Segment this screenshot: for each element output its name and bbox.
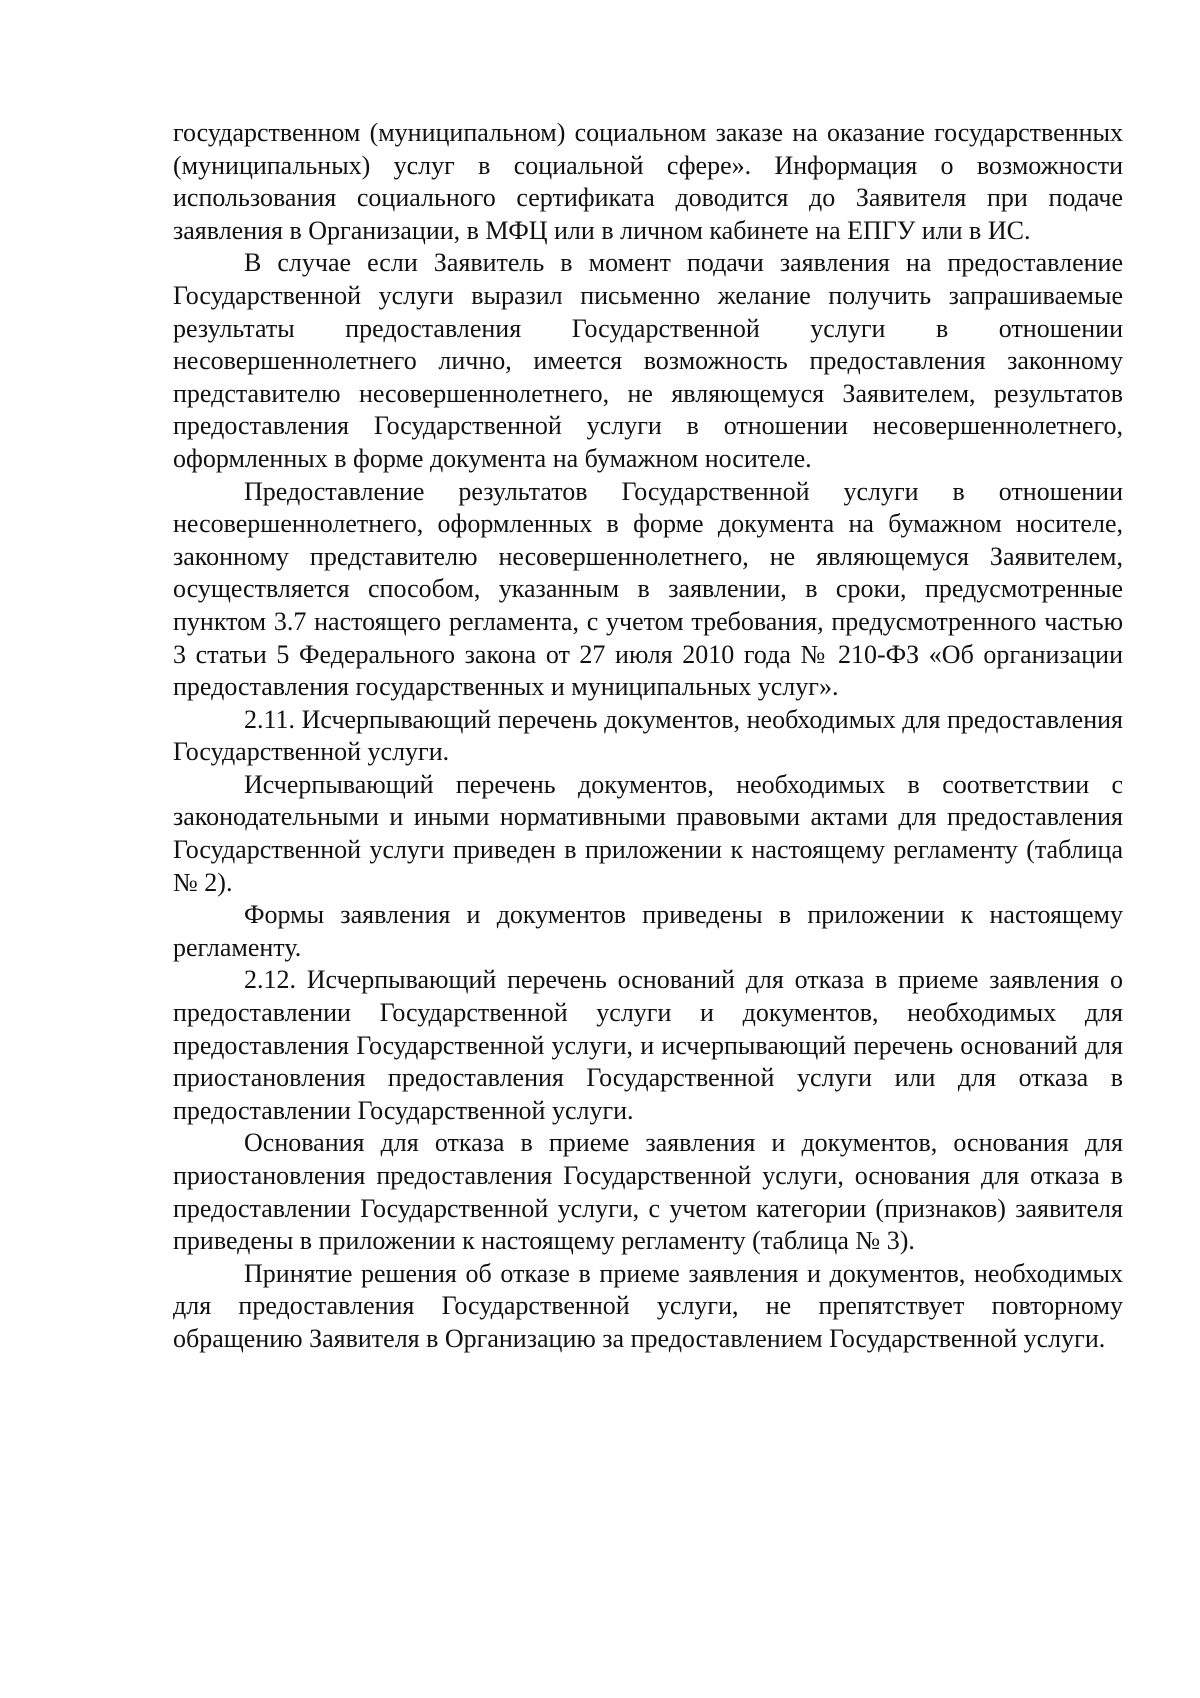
section-2-12-heading: 2.12. Исчерпывающий перечень оснований для отказа в приеме заявления о предоставлении Государственной услуги и документов, необходимых для предоставления Государственной услуги, и исчерпывающий перечень оснований для приостановления предоставления Государственной услуги или для отказа в предоставлении Государственной услуги. <box>173 965 1123 1125</box>
paragraph-continuation: государственном (муниципальном) социальном заказе на оказание государственных (муниципальных) услуг в социальной сфере». Информация о возможности использования социального сертификата доводится до Заявителя при подаче заявления в Организации, в МФЦ или в личном кабинете на ЕПГУ или в ИС. <box>173 118 1123 245</box>
paragraph-documents-list: Исчерпывающий перечень документов, необходимых в соответствии с законодательными и иными нормативными правовыми актами для предоставления Государственной услуги приведен в приложении к настоящему регламенту (таблица № 2). <box>173 769 1123 897</box>
paragraph-result-delivery: Предоставление результатов Государственной услуги в отношении несовершеннолетнего, оформленных в форме документа на бумажном носителе, законному представителю несовершеннолетнего, не являющемуся Заявителем, осуществляется способом, указанным в заявлении, в сроки, предусмотренные пунктом 3.7 настоящего регламента, с учетом требования, предусмотренного частью 3 статьи 5 Федерального закона от 27 июля 2010 года № 210-ФЗ «Об организации предоставления государственных и муниципальных услуг». <box>173 476 1123 702</box>
section-2-11-heading: 2.11. Исчерпывающий перечень документов, необходимых для предоставления Государственной услуги. <box>173 704 1123 767</box>
paragraph-minor-result: В случае если Заявитель в момент подачи заявления на предоставление Государственной услуги выразил письменно желание получить запрашиваемые результаты предоставления Государственной услуги в отношении несовершеннолетнего лично, имеется возможность предоставления законному представителю несовершеннолетнего, не являющемуся Заявителем, результатов предоставления Государственной услуги в отношении несовершеннолетнего, оформленных в форме документа на бумажном носителе. <box>173 248 1123 473</box>
paragraph-repeat-application: Принятие решения об отказе в приеме заявления и документов, необходимых для предоставления Государственной услуги, не препятствует повторному обращению Заявителя в Организацию за предоставлением Государственной услуги. <box>173 1258 1123 1353</box>
paragraph-forms: Формы заявления и документов приведены в приложении к настоящему регламенту. <box>173 900 1123 962</box>
paragraph-refusal-grounds: Основания для отказа в приеме заявления и документов, основания для приостановления предоставления Государственной услуги, основания для отказа в предоставлении Государственной услуги, с учетом категории (признаков) заявителя приведены в приложении к настоящему регламенту (таблица № 3). <box>173 1128 1123 1256</box>
document-body <box>173 117 1123 1356</box>
